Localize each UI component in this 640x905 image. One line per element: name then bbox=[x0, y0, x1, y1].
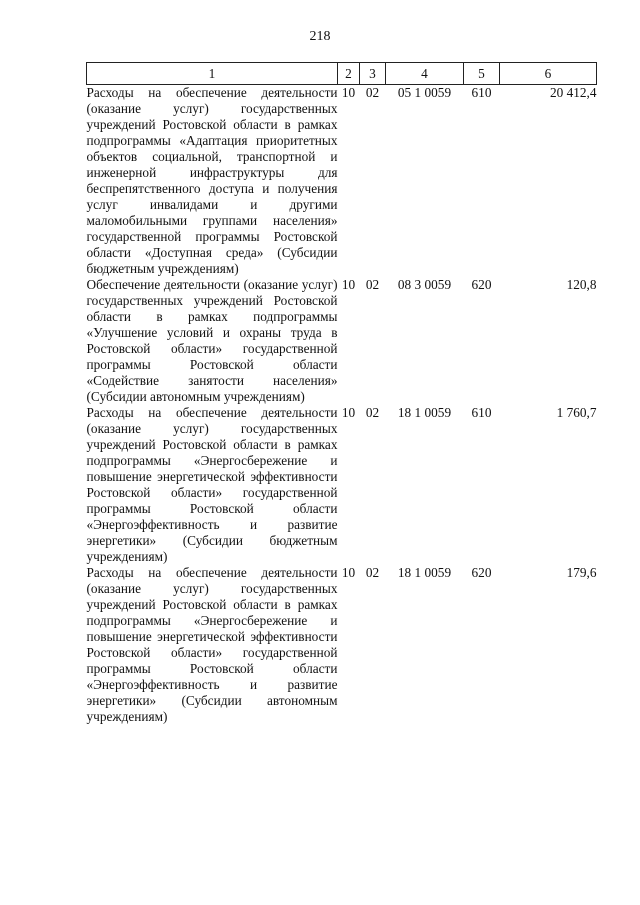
table-body bbox=[87, 85, 597, 726]
row-target-article: 05 1 0059 bbox=[397, 85, 452, 100]
row-section: 10 bbox=[341, 565, 356, 580]
column-header-5: 5 bbox=[464, 63, 500, 85]
table-row bbox=[87, 565, 597, 725]
row-section: 10 bbox=[341, 277, 356, 292]
row-subsection: 02 bbox=[365, 405, 380, 420]
row-subsection: 02 bbox=[365, 277, 380, 292]
row-description: Обеспечение деятельности (оказание услуг) государственных учреждений Ростовской области в рамках подпрограммы «Улучшение условий и охраны труда в Ростовской области» государственной программы Ростовской области «Содействие занятости населения» (Субсидии автономным учреждениям) bbox=[86, 277, 338, 404]
row-amount: 179,6 bbox=[566, 565, 597, 580]
row-amount: 1 760,7 bbox=[556, 405, 597, 420]
row-amount: 120,8 bbox=[566, 277, 597, 292]
row-target-article: 18 1 0059 bbox=[397, 405, 452, 420]
budget-table bbox=[86, 62, 597, 725]
row-target-article: 18 1 0059 bbox=[397, 565, 452, 580]
row-expense-type: 620 bbox=[471, 565, 492, 580]
table-header bbox=[87, 63, 597, 85]
row-expense-type: 610 bbox=[471, 405, 492, 420]
page-number: 218 bbox=[309, 29, 331, 44]
row-target-article: 08 3 0059 bbox=[397, 277, 452, 292]
column-header-6: 6 bbox=[500, 63, 597, 85]
row-description: Расходы на обеспечение деятельности (оказание услуг) государственных учреждений Ростовской области в рамках подпрограммы «Энергосбережение и повышение энергетической эффективности Ростовской области» государственной программы Ростовской области «Энергоэффективность и развитие энергетики» (Субсидии бюджетным учреждениям) bbox=[86, 405, 338, 564]
row-amount: 20 412,4 bbox=[549, 85, 597, 100]
row-section: 10 bbox=[341, 405, 356, 420]
table-row bbox=[87, 277, 597, 405]
row-subsection: 02 bbox=[365, 565, 380, 580]
table-row bbox=[87, 405, 597, 565]
column-header-1: 1 bbox=[87, 63, 338, 85]
row-expense-type: 620 bbox=[471, 277, 492, 292]
column-header-2: 2 bbox=[338, 63, 360, 85]
row-description: Расходы на обеспечение деятельности (оказание услуг) государственных учреждений Ростовской области в рамках подпрограммы «Адаптация приоритетных объектов социальной, транспортной и инженерной инфраструктуры для беспрепятственного доступа и получения услуг инвалидами и другими маломобильными группами населения» государственной программы Ростовской области «Доступная среда» (Субсидии бюджетным учреждениям) bbox=[86, 85, 338, 276]
row-expense-type: 610 bbox=[471, 85, 492, 100]
table-row bbox=[87, 85, 597, 278]
row-description: Расходы на обеспечение деятельности (оказание услуг) государственных учреждений Ростовской области в рамках подпрограммы «Энергосбережение и повышение энергетической эффективности Ростовской области» государственной программы Ростовской области «Энергоэффективность и развитие энергетики» (Субсидии автономным учреждениям) bbox=[86, 565, 338, 724]
header-row bbox=[87, 63, 597, 85]
row-subsection: 02 bbox=[365, 85, 380, 100]
column-header-3: 3 bbox=[360, 63, 386, 85]
row-section: 10 bbox=[341, 85, 356, 100]
column-header-4: 4 bbox=[386, 63, 464, 85]
